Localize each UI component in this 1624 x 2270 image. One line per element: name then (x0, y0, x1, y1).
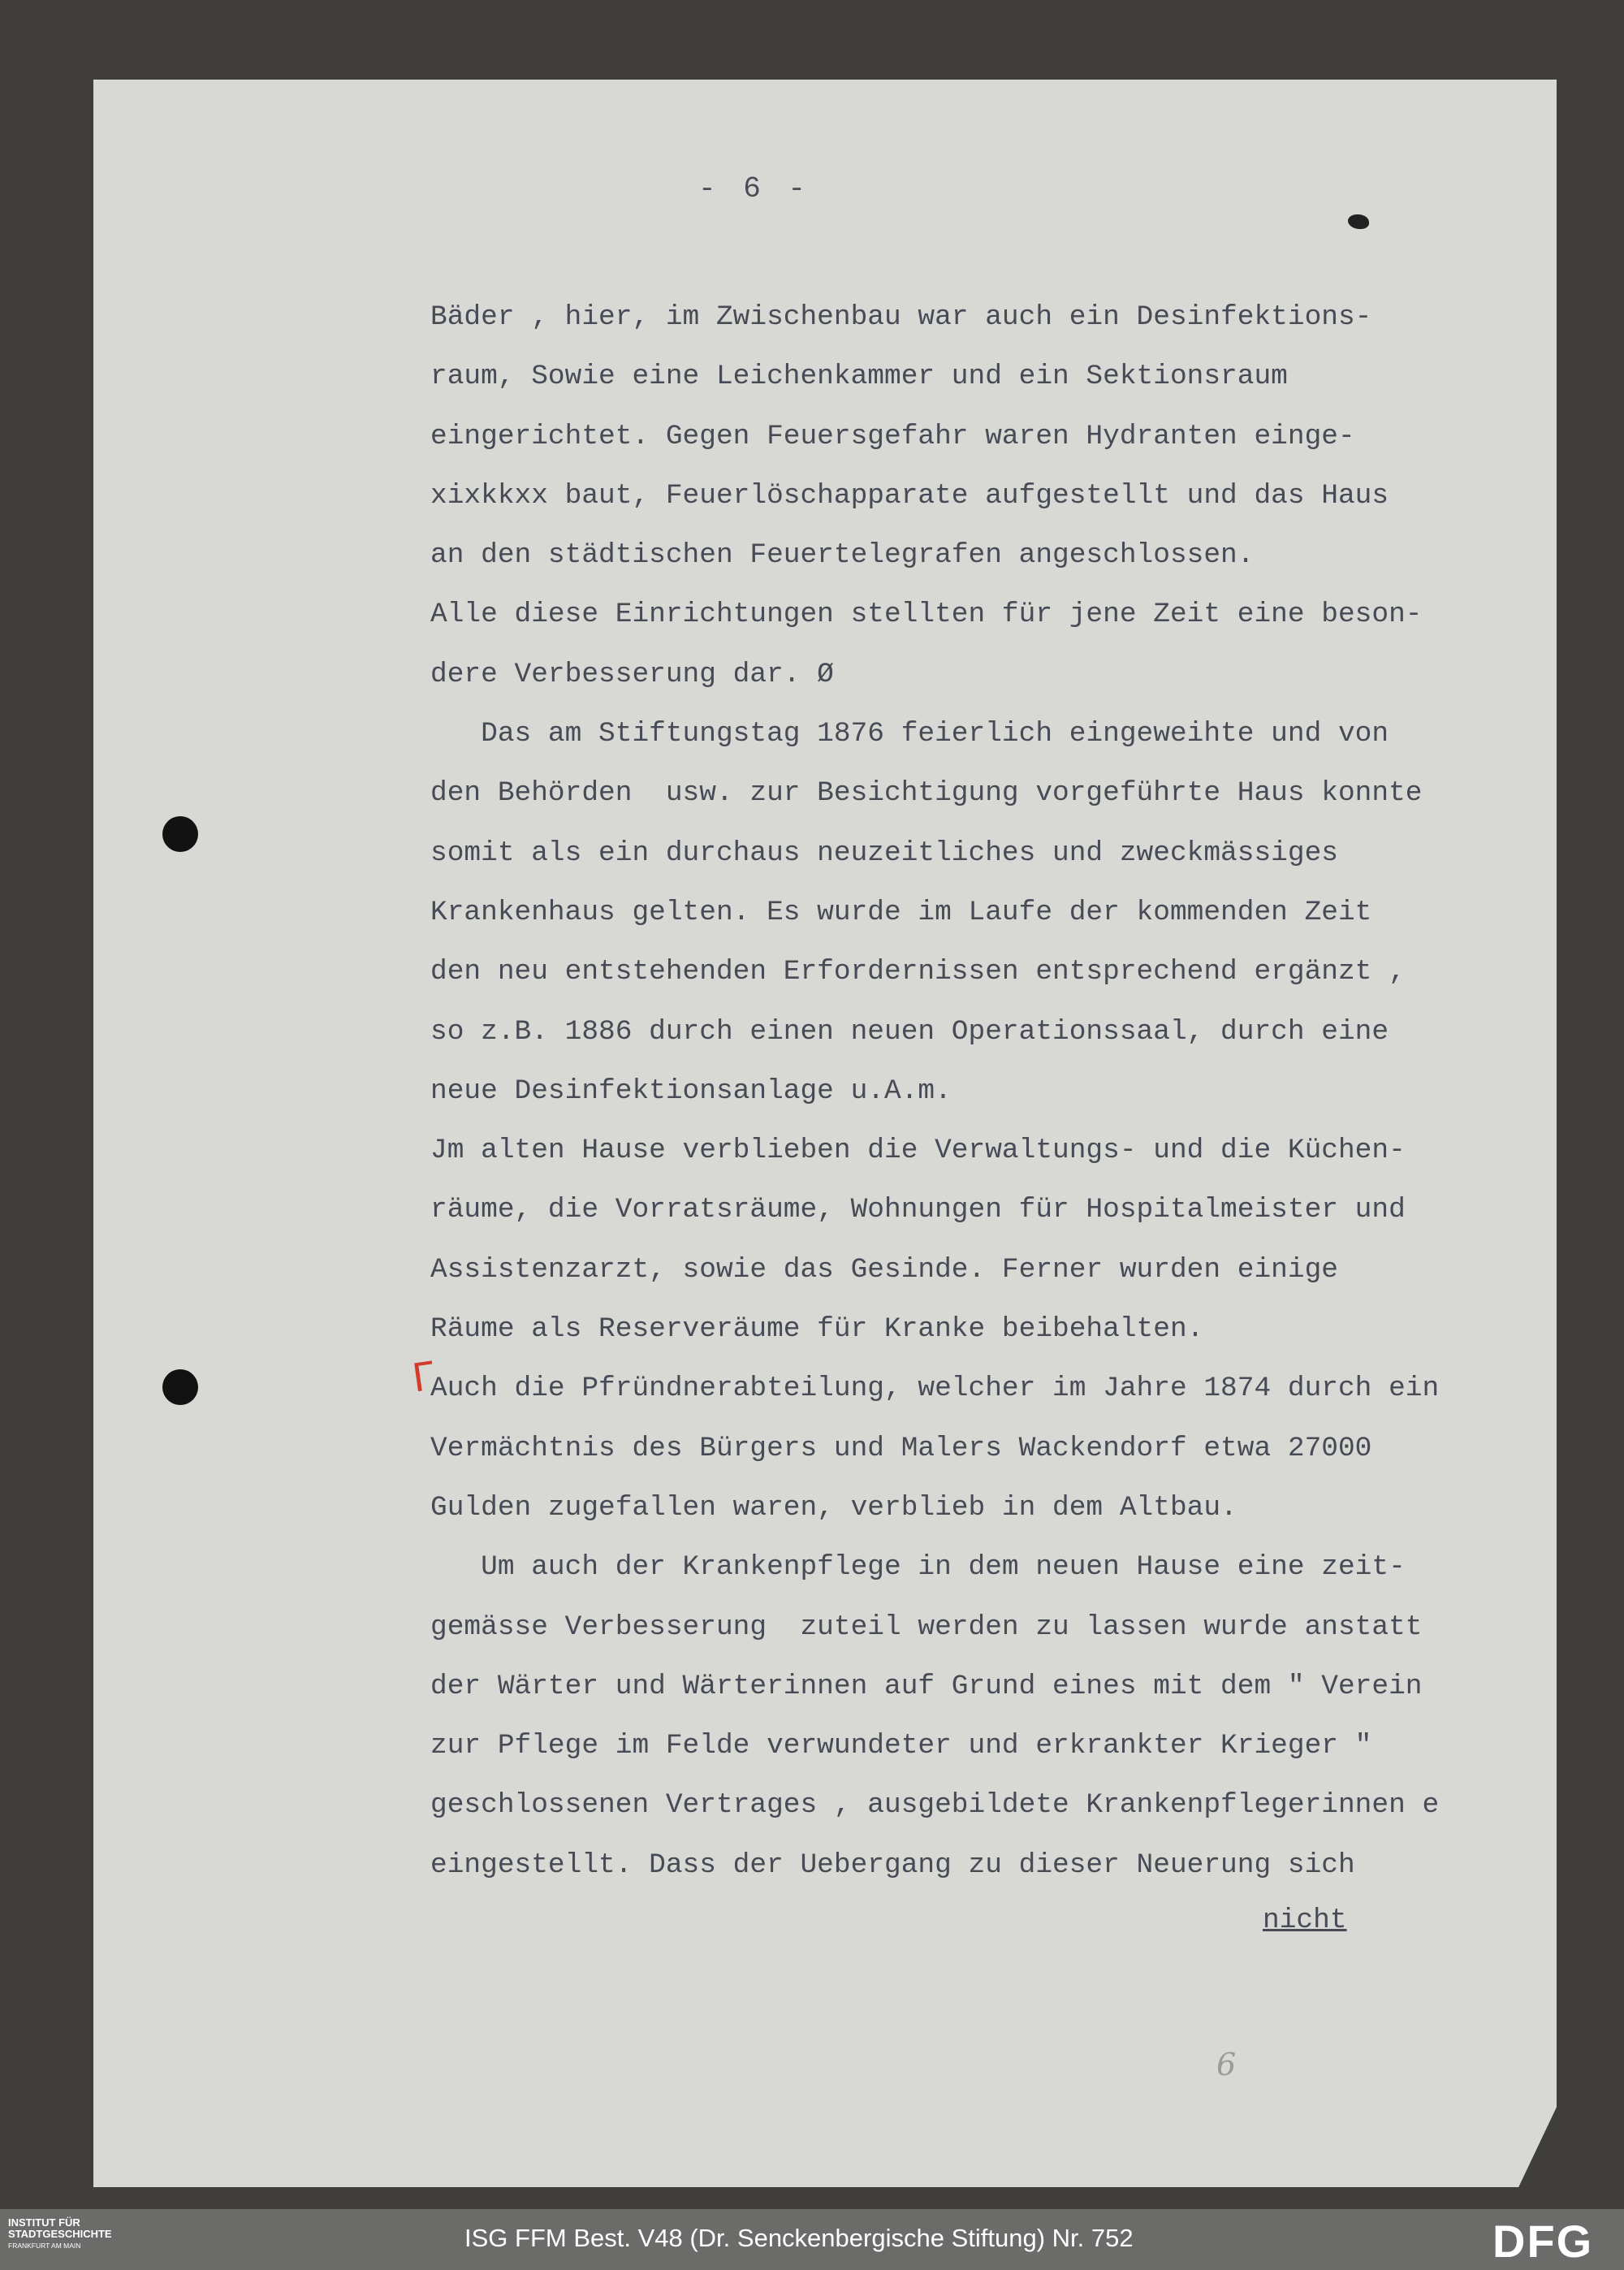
isg-logo (8, 2217, 171, 2263)
text-line: somit als ein durchaus neuzeitliches und zweckmässiges (430, 837, 1338, 869)
text-line: der Wärter und Wärterinnen auf Grund eines mit dem " Verein (430, 1670, 1423, 1702)
ink-blot (1348, 214, 1369, 229)
text-line: den Behörden usw. zur Besichtigung vorgeführte Haus konnte (430, 777, 1423, 810)
text-line: Alle diese Einrichtungen stellten für jene Zeit eine beson- (430, 599, 1423, 631)
text-line: eingerichtet. Gegen Feuersgefahr waren Hydranten einge- (430, 420, 1355, 452)
text-line: zur Pflege im Felde verwundeter und erkrankter Krieger " (430, 1730, 1372, 1762)
red-pencil-mark: Γ (409, 1353, 438, 1402)
text-line: dere Verbesserung dar. Ø (430, 658, 834, 690)
logo-line: FRANKFURT AM MAIN (8, 2242, 81, 2250)
text-line: Krankenhaus gelten. Es wurde im Laufe der kommenden Zeit (430, 896, 1372, 928)
typed-text-body (430, 288, 1551, 1895)
footer-bar (0, 2209, 1624, 2270)
punch-hole (162, 1369, 198, 1405)
text-line: den neu entstehenden Erfordernissen entsprechend ergänzt , (430, 956, 1406, 988)
text-line: Das am Stiftungstag 1876 feierlich eingeweihte und von (430, 718, 1389, 750)
page-number: - 6 - (698, 172, 811, 205)
text-line: so z.B. 1886 durch einen neuen Operationssaal, durch eine (430, 1015, 1389, 1048)
text-line: Vermächtnis des Bürgers und Malers Wackendorf etwa 27000 (430, 1432, 1372, 1464)
punch-hole (162, 816, 198, 852)
catchword: nicht (1263, 1905, 1347, 1936)
text-line: neue Desinfektionsanlage u.A.m. (430, 1074, 952, 1107)
text-line: Jm alten Hause verblieben die Verwaltungs- und die Küchen- (430, 1135, 1406, 1167)
text-line: Um auch der Krankenpflege in dem neuen Hause eine zeit- (430, 1551, 1406, 1584)
text-line: Auch die Pfründnerabteilung, welcher im Jahre 1874 durch ein (430, 1373, 1440, 1405)
text-line: an den städtischen Feuertelegrafen angeschlossen. (430, 539, 1255, 572)
archive-caption: ISG FFM Best. V48 (Dr. Senckenbergische Stiftung) Nr. 752 (464, 2224, 1134, 2252)
text-line: Gulden zugefallen waren, verblieb in dem Altbau. (430, 1491, 1237, 1524)
text-line: Assistenzarzt, sowie das Gesinde. Ferner wurden einige (430, 1253, 1338, 1286)
text-line: gemässe Verbesserung zuteil werden zu lassen wurde anstatt (430, 1611, 1423, 1643)
text-line: Räume als Reserveräume für Kranke beibehalten. (430, 1313, 1204, 1346)
text-line: raum, Sowie eine Leichenkammer und ein Sektionsraum (430, 361, 1288, 393)
text-line: geschlossenen Vertrages , ausgebildete Krankenpflegerinnen e (430, 1789, 1440, 1822)
logo-line: INSTITUT FÜR (8, 2216, 80, 2229)
text-line: eingestellt. Dass der Uebergang zu dieser Neuerung sich (430, 1848, 1355, 1881)
text-line: Bäder , hier, im Zwischenbau war auch ein Desinfektions- (430, 301, 1372, 333)
text-line: xixkkxx baut, Feuerlöschapparate aufgestellt und das Haus (430, 479, 1389, 512)
pencil-page-note: 6 (1216, 2047, 1237, 2082)
text-line: räume, die Vorratsräume, Wohnungen für Hospitalmeister und (430, 1194, 1406, 1226)
dfg-logo: DFG (1492, 2216, 1594, 2267)
logo-line: STADTGESCHICHTE (8, 2228, 112, 2240)
